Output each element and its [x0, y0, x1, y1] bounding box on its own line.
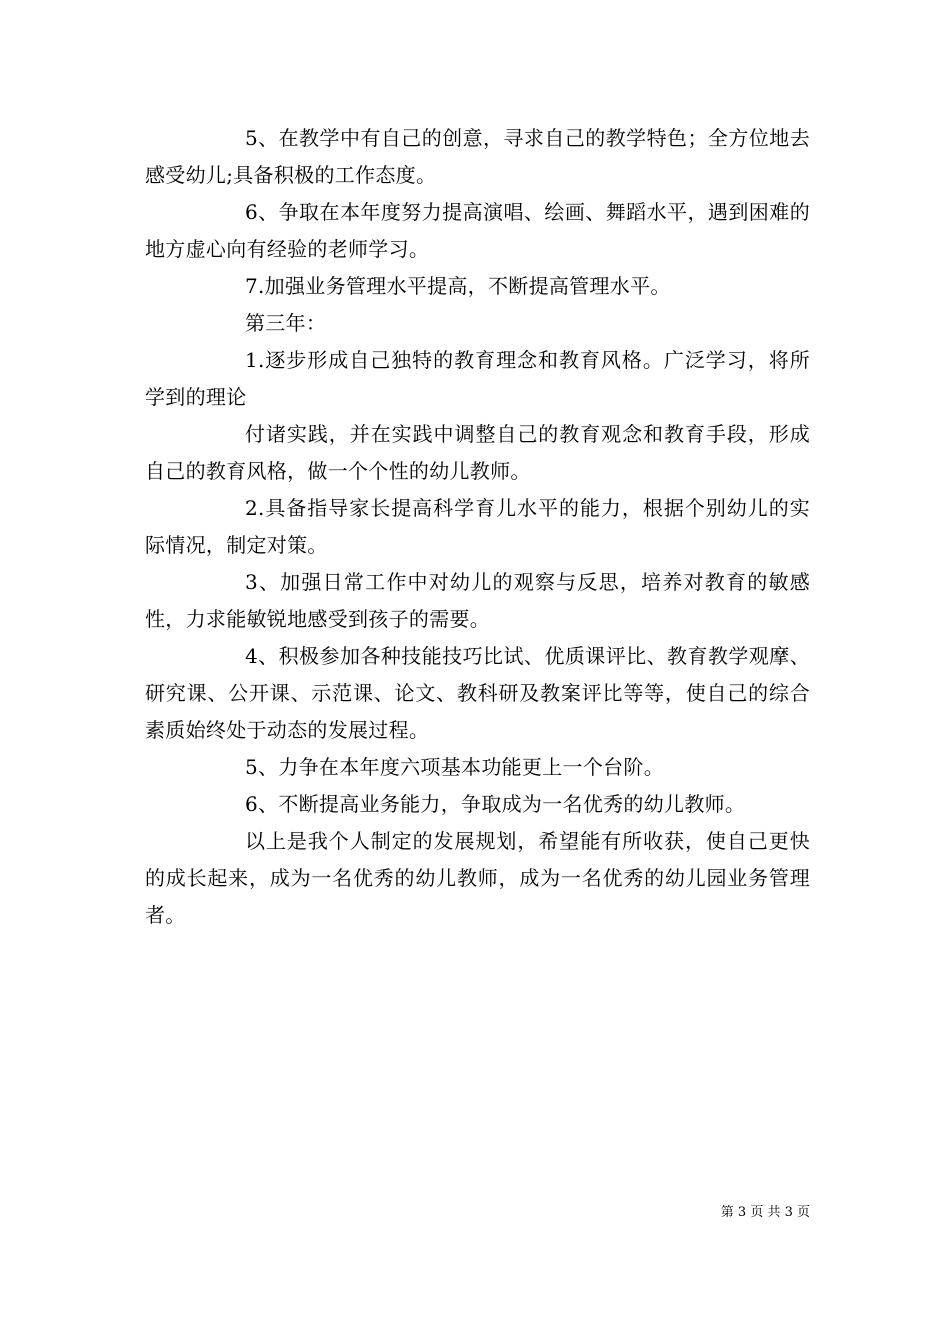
paragraph-goal-6-skills: 6、争取在本年度努力提高演唱、绘画、舞蹈水平，遇到困难的地方虚心向有经验的老师学习。 — [145, 200, 810, 261]
paragraph-goal-5-creativity: 5、在教学中有自己的创意，寻求自己的教学特色；全方位地去感受幼儿;具备积极的工作态度。 — [145, 126, 810, 187]
document-body — [145, 120, 810, 934]
paragraph-year3-item-5: 5、力争在本年度六项基本功能更上一个台阶。 — [245, 755, 665, 779]
section-heading-year-three: 第三年： — [245, 311, 327, 335]
paragraph-year3-item-6: 6、不断提高业务能力，争取成为一名优秀的幼儿教师。 — [245, 792, 746, 816]
page-number-footer: 第 3 页 共 3 页 — [720, 1205, 810, 1220]
paragraph-year3-item-3: 3、加强日常工作中对幼儿的观察与反思，培养对教育的敏感性，力求能敏锐地感受到孩子的需要。 — [145, 570, 810, 631]
paragraph-goal-7-management: 7.加强业务管理水平提高，不断提高管理水平。 — [245, 274, 671, 298]
paragraph-year3-item-4: 4、积极参加各种技能技巧比试、优质课评比、教育教学观摩、研究课、公开课、示范课、论文、教科研及教案评比等等，使自己的综合素质始终处于动态的发展过程。 — [145, 644, 810, 742]
paragraph-year3-item-1-continued: 付诸实践，并在实践中调整自己的教育观念和教育手段，形成自己的教育风格，做一个个性的幼儿教师。 — [145, 422, 810, 483]
paragraph-year3-item-1: 1.逐步形成自己独特的教育理念和教育风格。广泛学习，将所学到的理论 — [145, 348, 810, 409]
paragraph-year3-item-2: 2.具备指导家长提高科学育儿水平的能力，根据个别幼儿的实际情况，制定对策。 — [145, 496, 810, 557]
paragraph-conclusion: 以上是我个人制定的发展规划，希望能有所收获，使自己更快的成长起来，成为一名优秀的幼儿教师，成为一名优秀的幼儿园业务管理者。 — [145, 829, 810, 927]
